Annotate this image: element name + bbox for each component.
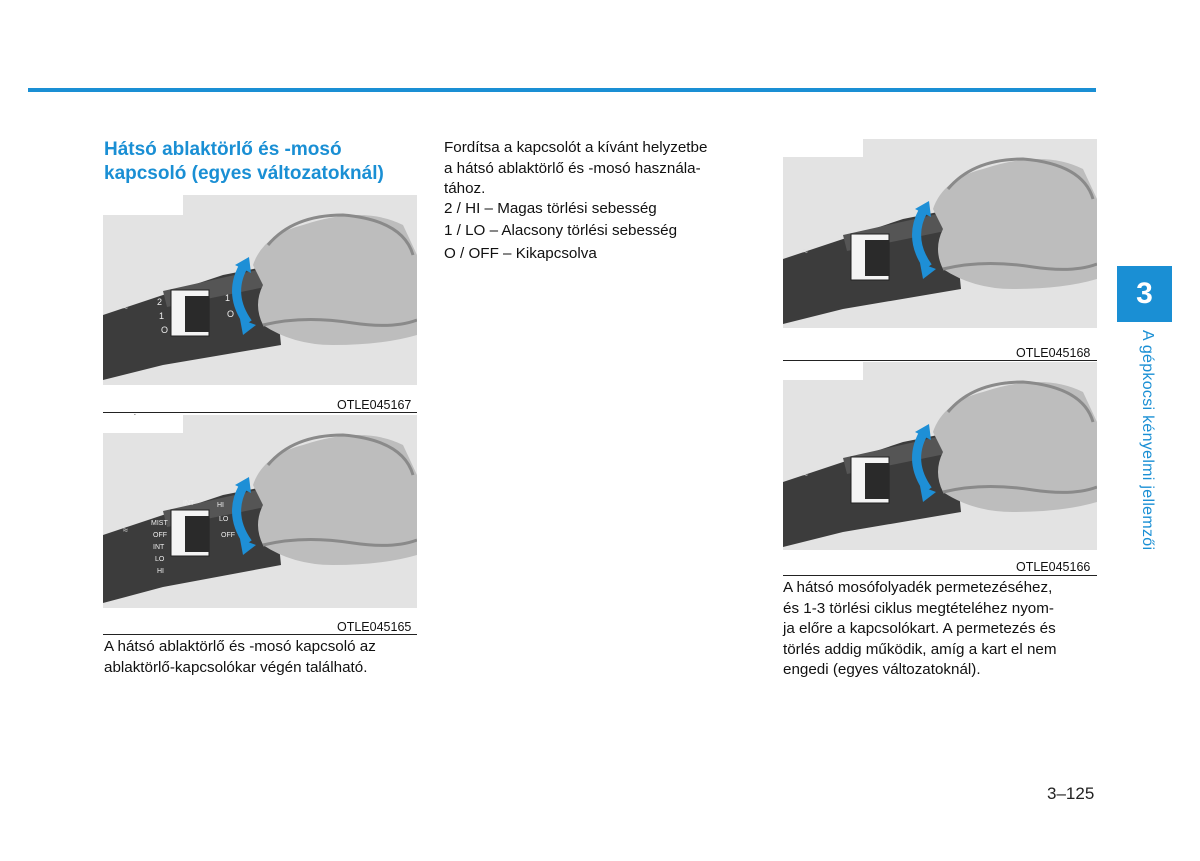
right-caption-line-5: engedi (egyes változatoknál). xyxy=(783,661,981,678)
figure-2-knob-off: OFF xyxy=(221,532,235,539)
left-caption-line-2: ablaktörlő-kapcsolókar végén található. xyxy=(104,658,368,676)
figure-2-mark-lo: LO xyxy=(155,556,165,563)
figure-4 xyxy=(783,362,1097,550)
figure-2-mark-off: OFF xyxy=(153,532,167,539)
left-caption-line-1: A hátsó ablaktörlő és -mosó kapcsoló az xyxy=(104,638,376,655)
figure-1-knob-mark-o: O xyxy=(227,309,235,319)
figure-4-illustration xyxy=(783,362,1097,550)
figure-3-illustration xyxy=(783,139,1097,328)
middle-intro xyxy=(444,138,756,200)
figure-2-knob-lo: LO xyxy=(219,516,229,523)
list-item-low-key: 1 / LO – xyxy=(444,222,499,239)
middle-intro-line-3: tához. xyxy=(444,180,486,197)
top-rule xyxy=(28,88,1096,92)
figure-2-code: OTLE045165 xyxy=(337,620,412,634)
figure-2-illustration xyxy=(103,415,417,608)
right-caption-line-2: és 1-3 törlési ciklus megtételéhez nyom- xyxy=(783,599,1054,617)
right-caption-line-3: ja előre a kapcsolókart. A permetezés és xyxy=(783,620,1056,637)
list-item-high xyxy=(444,200,657,217)
figure-2-mark-int: INT xyxy=(153,544,165,551)
figure-4-wiper-icon: ≈ xyxy=(803,469,808,479)
figure-1 xyxy=(103,195,417,385)
list-item-off xyxy=(444,245,597,262)
right-caption-line-4: törlés addig működik, amíg a kart el nem xyxy=(783,640,1057,658)
left-caption xyxy=(104,637,418,678)
figure-3 xyxy=(783,139,1097,328)
page-number: 3–125 xyxy=(1047,784,1095,803)
chapter-tab: 3 xyxy=(1117,266,1172,322)
list-item-high-value: Magas törlési sebesség xyxy=(492,200,657,217)
figure-2-mark-hi: HI xyxy=(157,568,164,575)
figure-2-knob-hi: HI xyxy=(217,502,224,509)
list-item-low-value: Alacsony törlési sebesség xyxy=(498,222,678,239)
figure-4-code: OTLE045166 xyxy=(1016,560,1091,574)
figure-3-code: OTLE045168 xyxy=(1016,346,1091,360)
heading-line-1: Hátsó ablaktörlő és -mosó xyxy=(104,139,342,160)
figure-4-rule xyxy=(783,575,1097,576)
list-item-high-key: 2 / HI – xyxy=(444,200,493,217)
middle-intro-line-2: a hátsó ablaktörlő és -mosó használa- xyxy=(444,159,701,177)
figure-2-rule xyxy=(103,634,417,635)
figure-2-wiper-icon: ≈ xyxy=(123,525,128,535)
list-item-off-value: Kikapcsolva xyxy=(511,245,597,262)
figure-1-mark-o: O xyxy=(161,325,169,335)
figure-1-knob-mark-1: 1 xyxy=(225,293,231,303)
figure-2 xyxy=(103,415,417,608)
middle-intro-line-1: Fordítsa a kapcsolót a kívánt helyzetbe xyxy=(444,139,708,156)
figure-3-wiper-icon: ≈ xyxy=(803,246,808,256)
figure-2-mark-int-top: INT xyxy=(183,500,195,507)
figure-2-mark-mist: MIST xyxy=(151,520,168,527)
chapter-tab-label: A gépkocsi kényelmi jellemzői xyxy=(1139,330,1156,551)
section-heading xyxy=(104,138,424,186)
list-item-off-key: O / OFF – xyxy=(444,245,512,262)
figure-1-mark-2: 2 xyxy=(157,297,163,307)
list-item-low xyxy=(444,222,677,239)
figure-1-mark-1: 1 xyxy=(159,311,165,321)
heading-line-2: kapcsoló (egyes változatoknál) xyxy=(104,163,384,184)
right-caption xyxy=(783,578,1097,681)
figure-1-wiper-icon: ≈ xyxy=(123,302,128,312)
figure-1-code: OTLE045167 xyxy=(337,398,412,412)
figure-1-illustration xyxy=(103,195,417,385)
right-caption-line-1: A hátsó mosófolyadék permetezéséhez, xyxy=(783,579,1053,596)
